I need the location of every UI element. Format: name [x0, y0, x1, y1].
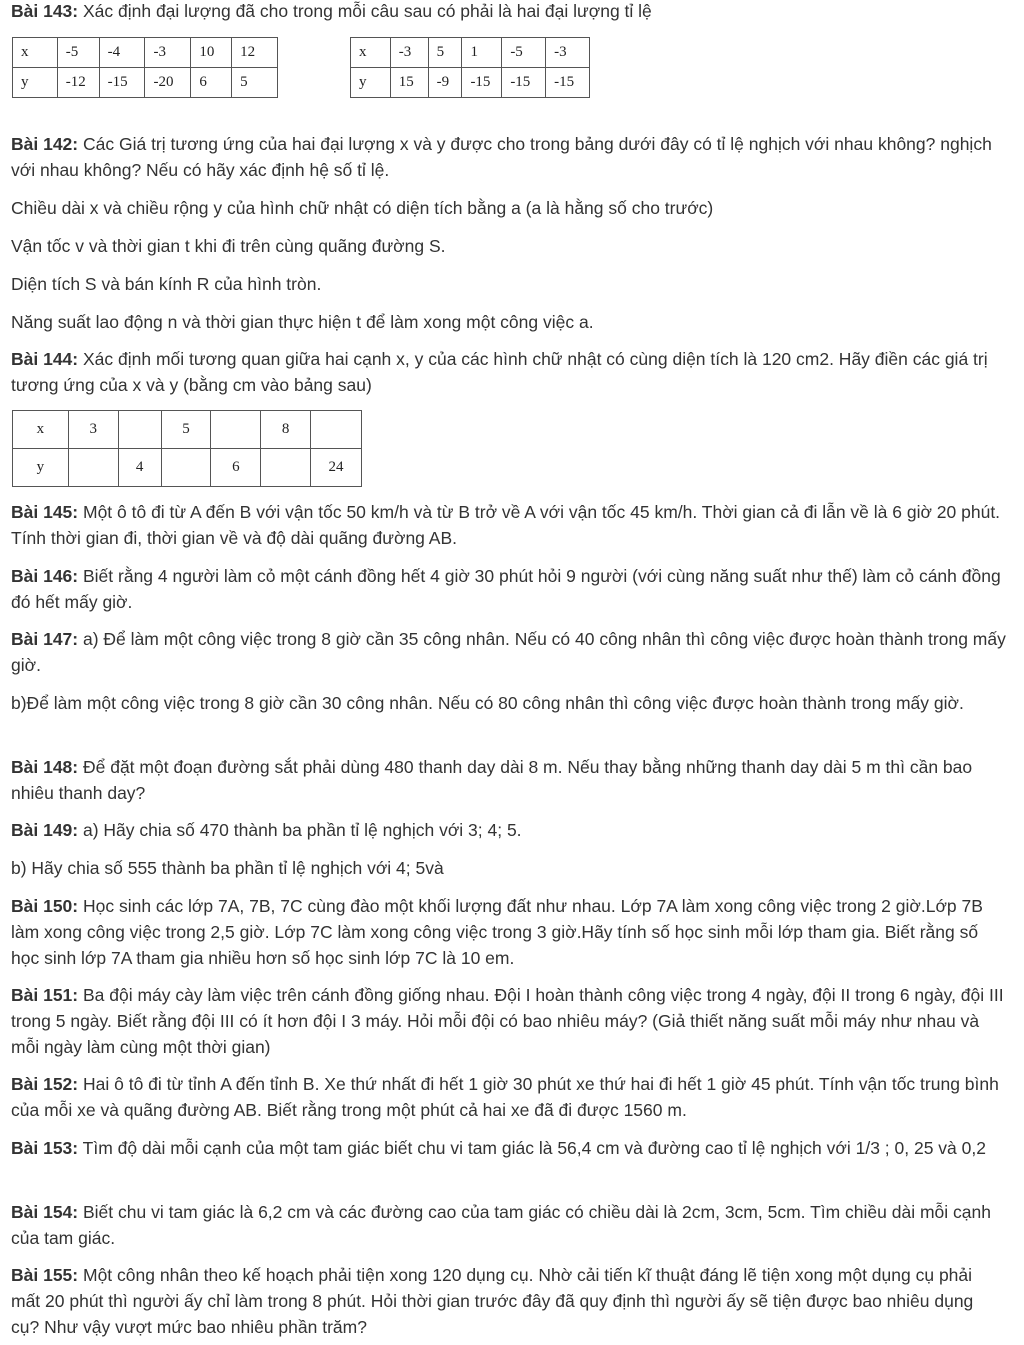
table-cell: 6: [191, 68, 232, 98]
exercise-number: Bài 150:: [11, 896, 79, 916]
table-cell: y: [351, 68, 391, 98]
exercise-147: [11, 626, 1006, 678]
exercise-text: Tìm độ dài mỗi cạnh của một tam giác biết chu vi tam giác là 56,4 cm và đường cao tỉ lệ nghịch với 1/3 ; 0, 25 và 0,2: [78, 1138, 986, 1158]
exercise-150: [11, 893, 1006, 971]
exercise-number: Bài 154:: [11, 1202, 79, 1222]
table-cell: -3: [145, 38, 191, 68]
exercise-text: Biết rằng 4 người làm cỏ một cánh đồng hết 4 giờ 30 phút hỏi 9 người (với cùng năng suất như thế) làm cỏ cánh đồng đó hết mấy giờ.: [11, 566, 1001, 612]
table-cell: 12: [232, 38, 278, 68]
exercise-151: [11, 982, 1006, 1060]
exercise-number: Bài 155:: [11, 1265, 79, 1285]
table-row: [351, 68, 590, 98]
table-cell: [311, 411, 362, 449]
table-cell: [118, 411, 161, 449]
exercise-number: Bài 142:: [11, 134, 79, 154]
exercise-154: [11, 1199, 1006, 1251]
table-row: [13, 38, 278, 68]
exercise-145: [11, 499, 1006, 551]
table-cell: -5: [57, 38, 99, 68]
list-item: Diện tích S và bán kính R của hình tròn.: [11, 274, 322, 294]
list-item: Vận tốc v và thời gian t khi đi trên cùng quãng đường S.: [11, 236, 446, 256]
table-cell: [161, 449, 211, 487]
table-cell: -15: [502, 68, 546, 98]
exercise-number: Bài 144:: [11, 349, 79, 369]
exercise-144: [11, 346, 1006, 398]
table-cell: 3: [68, 411, 118, 449]
table-144: [12, 410, 362, 487]
table-cell: -15: [546, 68, 590, 98]
table-row: [13, 411, 362, 449]
table-row: [351, 38, 590, 68]
table-cell: -5: [502, 38, 546, 68]
exercise-text: Ba đội máy cày làm việc trên cánh đồng giống nhau. Đội I hoàn thành công việc trong 4 ngày, đội II trong 6 ngày, đội III trong 5 ngày. Biết rằng đội III có ít hơn đội I 3 máy. Hỏi mỗi đội có bao nhiêu máy? (Giả thiết năng suất mỗi máy như nhau và mỗi ngày làm cùng một thời gian): [11, 985, 1004, 1057]
table-row: [13, 449, 362, 487]
exercise-155: [11, 1262, 1006, 1340]
exercise-text: Để đặt một đoạn đường sắt phải dùng 480 thanh day dài 8 m. Nếu thay bằng những thanh day dài 5 m thì cần bao nhiêu thanh day?: [11, 757, 973, 803]
exercise-text: Học sinh các lớp 7A, 7B, 7C cùng đào một khối lượng đất như nhau. Lớp 7A làm xong công việc trong 2 giờ.Lớp 7B làm xong công việc trong 2,5 giờ. Lớp 7C làm xong công việc trong 3 giờ.Hãy tính số học sinh mỗi lớp tham gia. Biết rằng số học sinh lớp 7A tham gia nhiều hơn số học sinh lớp 7C là 10 em.: [11, 896, 983, 968]
table-cell: -15: [462, 68, 502, 98]
table-cell: -12: [57, 68, 99, 98]
table-cell: 5: [161, 411, 211, 449]
exercise-142: [11, 131, 1006, 183]
table-cell: -3: [390, 38, 428, 68]
exercise-number: Bài 149:: [11, 820, 79, 840]
table-cell: y: [13, 68, 58, 98]
exercise-number: Bài 145:: [11, 502, 79, 522]
exercise-text: Xác định đại lượng đã cho trong mỗi câu sau có phải là hai đại lượng tỉ lệ: [78, 1, 652, 21]
exercise-number: Bài 143:: [11, 1, 79, 21]
exercise-153: [11, 1135, 1006, 1161]
exercise-text: Một ô tô đi từ A đến B với vận tốc 50 km/h và từ B trở về A với vận tốc 45 km/h. Thời gian cả đi lẫn về là 6 giờ 20 phút. Tính thời gian đi, thời gian về và độ dài quãng đường AB.: [11, 502, 1001, 548]
exercise-number: Bài 147:: [11, 629, 79, 649]
exercise-number: Bài 146:: [11, 566, 79, 586]
table-143-a: [12, 37, 278, 98]
exercise-text: Biết chu vi tam giác là 6,2 cm và các đường cao của tam giác có chiều dài là 2cm, 3cm, 5cm. Tìm chiều dài mỗi cạnh của tam giác.: [11, 1202, 991, 1248]
table-cell: x: [13, 38, 58, 68]
exercise-text: Các Giá trị tương ứng của hai đại lượng x và y được cho trong bảng dưới đây có tỉ lệ nghịch với nhau không? nghịch với nhau không? Nếu có hãy xác định hệ số tỉ lệ.: [11, 134, 992, 180]
exercise-number: Bài 153:: [11, 1138, 79, 1158]
table-cell: 15: [390, 68, 428, 98]
table-cell: -9: [428, 68, 462, 98]
exercise-text: a) Hãy chia số 470 thành ba phần tỉ lệ nghịch với 3; 4; 5.: [78, 820, 522, 840]
exercise-text: a) Để làm một công việc trong 8 giờ cần 35 công nhân. Nếu có 40 công nhân thì công việc được hoàn thành trong mấy giờ.: [11, 629, 1006, 675]
table-cell: 24: [311, 449, 362, 487]
exercise-147-b: b)Để làm một công việc trong 8 giờ cần 30 công nhân. Nếu có 80 công nhân thì công việc được hoàn thành trong mấy giờ.: [11, 693, 964, 713]
table-143-b: [350, 37, 590, 98]
table-cell: 4: [118, 449, 161, 487]
exercise-152: [11, 1071, 1006, 1123]
exercise-text: Hai ô tô đi từ tỉnh A đến tỉnh B. Xe thứ nhất đi hết 1 giờ 30 phút xe thứ hai đi hết 1 giờ 45 phút. Tính vận tốc trung bình của mỗi xe và quãng đường AB. Biết rằng trong một phút cả hai xe đã đi được 1560 m.: [11, 1074, 999, 1120]
table-cell: -4: [99, 38, 145, 68]
table-cell: x: [13, 411, 69, 449]
table-cell: -3: [546, 38, 590, 68]
exercise-text: Xác định mối tương quan giữa hai cạnh x, y của các hình chữ nhật có cùng diện tích là 120 cm2. Hãy điền các giá trị tương ứng của x và y (bằng cm vào bảng sau): [11, 349, 988, 395]
table-cell: [211, 411, 261, 449]
list-item: Chiều dài x và chiều rộng y của hình chữ nhật có diện tích bằng a (a là hằng số cho trước): [11, 198, 714, 218]
table-cell: [261, 449, 311, 487]
table-cell: 1: [462, 38, 502, 68]
list-item: Năng suất lao động n và thời gian thực hiện t để làm xong một công việc a.: [11, 312, 594, 332]
exercise-text: Một công nhân theo kế hoạch phải tiện xong 120 dụng cụ. Nhờ cải tiến kĩ thuật đáng lẽ tiện xong một dụng cụ phải mất 20 phút thì người ấy chỉ làm trong 8 phút. Hỏi thời gian trước đây đã quy định thì người ấy sẽ tiện được bao nhiêu dụng cụ? Như vậy vượt mức bao nhiêu phần trăm?: [11, 1265, 974, 1337]
table-cell: 5: [428, 38, 462, 68]
table-cell: 8: [261, 411, 311, 449]
exercise-143: [11, 0, 1006, 24]
table-cell: 10: [191, 38, 232, 68]
table-cell: [68, 449, 118, 487]
table-cell: 6: [211, 449, 261, 487]
exercise-148: [11, 754, 1006, 806]
table-cell: y: [13, 449, 69, 487]
exercise-number: Bài 152:: [11, 1074, 79, 1094]
table-cell: -15: [99, 68, 145, 98]
exercise-number: Bài 148:: [11, 757, 79, 777]
table-cell: 5: [232, 68, 278, 98]
table-cell: -20: [145, 68, 191, 98]
exercise-number: Bài 151:: [11, 985, 79, 1005]
table-cell: x: [351, 38, 391, 68]
table-row: [13, 68, 278, 98]
exercise-149: [11, 817, 1006, 843]
exercise-146: [11, 563, 1006, 615]
exercise-149-b: b) Hãy chia số 555 thành ba phần tỉ lệ nghịch với 4; 5và: [11, 858, 444, 878]
